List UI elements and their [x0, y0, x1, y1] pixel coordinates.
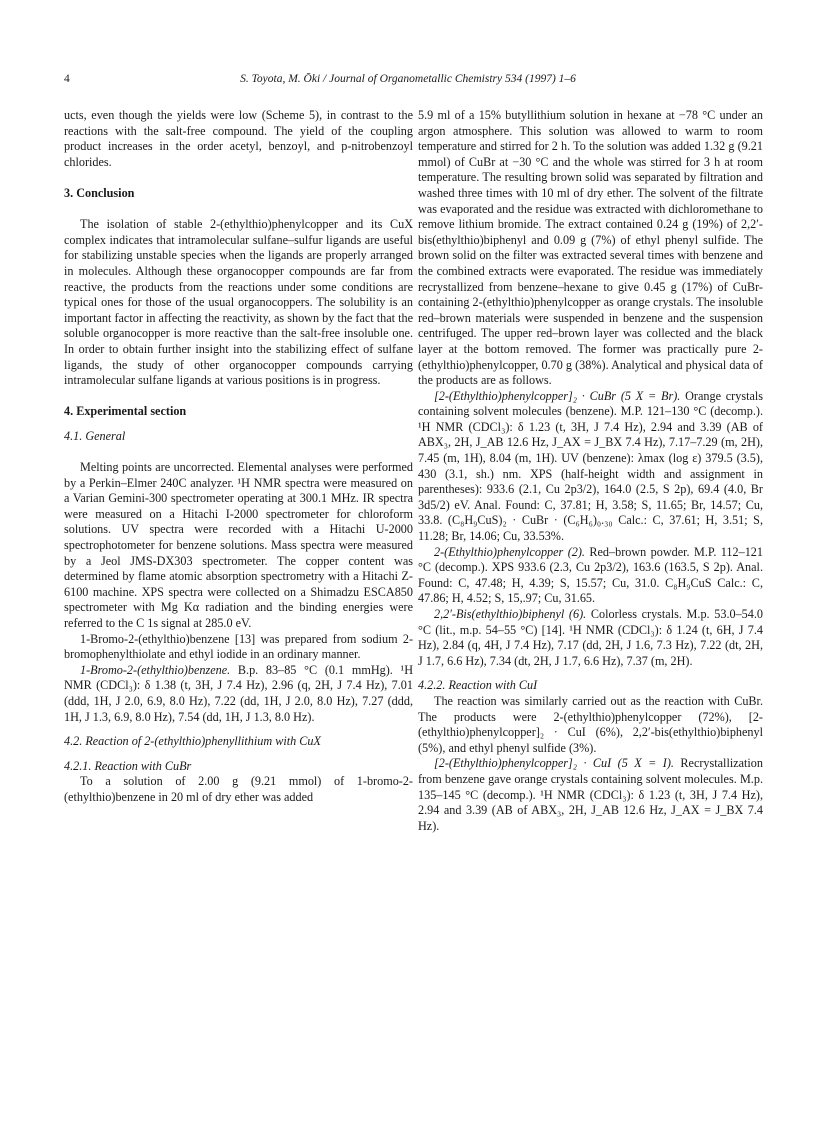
left-column: [64, 108, 413, 806]
experimental-heading: 4. Experimental section: [64, 404, 187, 419]
conclusion-heading: 3. Conclusion: [64, 185, 135, 200]
page-number: 4: [64, 73, 70, 85]
page-header: [0, 73, 816, 91]
compound-5i-paragraph: [418, 756, 763, 834]
general-heading: 4.1. General: [64, 428, 126, 443]
running-title: S. Toyota, M. Ōki / Journal of Organometallic Chemistry 534 (1997) 1–6: [240, 73, 576, 85]
bromo-paragraph: 1-Bromo-2-(ethylthio)benzene [13] was prepared from sodium 2-bromophenylthiolate and ethyl iodide in an ordinary manner.: [64, 631, 413, 662]
compound-5-title: [2-(Ethylthio)phenylcopper]₂ · CuBr (5 X = Br).: [434, 388, 681, 403]
compound-5-text: Orange crystals containing solvent molecules (benzene). M.P. 121–130 °C (decomp.). ¹H NMR (CDCl₃): δ 1.23 (t, 3H, J 7.4 Hz), 2.94 and 3.39 (AB of ABX₃, 2H, J_AB 12.6 Hz, J_AX = J_BX 7.4 Hz), 7.17–7.29 (m, 2H), 7.45 (m, 1H), 8.04 (m, 1H). UV (benzene): λmax (log ε) 379.5 (3.5), 430 (3.1, sh.) nm. XPS (half-height width and assignment in parentheses): 933.6 (2.1, Cu 2p3/2), 164.0 (2.5, S 2p), 69.4 (4.0, Br 3d5/2) eV. Anal. Found: C, 37.81; H, 3.58; S, 11.65; Br, 14.57; Cu, 33.8. (C₈H₉CuS)₂ · CuBr · (C₆H₆)₀.₃₀ Calc.: C, 37.61; H, 3.51; S, 11.28; Br, 14.06; Cu, 33.53%.: [418, 388, 763, 544]
bromo-compound-title: 1-Bromo-2-(ethylthio)benzene.: [80, 662, 231, 677]
bromo-data-text: B.p. 83–85 °C (0.1 mmHg). ¹H NMR (CDCl₃): δ 1.38 (t, 3H, J 7.4 Hz), 2.96 (q, 2H, J 7.4 Hz), 7.01 (ddd, 1H, J 2.0, 6.9, 8.0 Hz), 7.22 (dd, 1H, J 2.0, 8.0 Hz), 7.27 (ddd, 1H, J 1.3, 6.9, 8.0 Hz), 7.54 (dd, 1H, J 1.3, 8.0 Hz).: [64, 662, 414, 724]
compound-6-paragraph: [418, 607, 763, 669]
compound-2-paragraph: [418, 545, 763, 607]
compound-6-text: Colorless crystals. M.p. 53.0–54.0 °C (lit., m.p. 54–55 °C) [14]. ¹H NMR (CDCl₃): δ 1.24 (t, 6H, J 7.4 Hz), 2.84 (q, 4H, J 7.4 Hz), 7.17 (dd, 2H, J 1.6, 7.3 Hz), 7.22 (dt, 2H, J 1.7, 6.6 Hz), 7.34 (dt, 2H, J 1.7, 6.6 Hz), 7.37 (m, 2H).: [418, 607, 764, 668]
compound-5i-title: [2-(Ethylthio)phenylcopper]₂ · CuI (5 X = I).: [434, 756, 674, 771]
compound-2-text: Red–brown powder. M.P. 112–121 °C (decomp.). XPS 933.6 (2.3, Cu 2p3/2), 163.6 (163.5, S 2p). Anal. Found: C, 47.48; H, 4.39; S, 15.57; Cu, 31.0. C₈H₉CuS Calc.: C, 47.86; H, 4.52; S, 15,.97; Cu, 31.65.: [418, 544, 763, 606]
intro-paragraph: ucts, even though the yields were low (Scheme 5), in contrast to the reactions with the salt-free compound. The yield of the coupling product increases in the order acetyl, benzoyl, and p-nitrobenzoyl chlorides.: [64, 108, 413, 169]
conclusion-paragraph: The isolation of stable 2-(ethylthio)phenylcopper and its CuX complex indicates that intramolecular sulfane–sulfur ligands are useful for stabilizing unstable species when the ligands are properly arranged in molecules. Although these organocopper compounds are far from reactive, the products from the reactions under some conditions are typical ones for those of the usual organocoppers. The solubility is an important factor in affecting the reactivity, as shown by the fact that the soluble organocopper is more reactive than the salt-free insoluble one. In order to obtain further insight into the stabilizing effect of sulfane ligands, the study of other organocopper compounds carrying intramolecular sulfane ligands at various positions is in progress.: [64, 217, 413, 388]
procedure-paragraph: 5.9 ml of a 15% butyllithium solution in hexane at −78 °C under an argon atmosphere. This solution was allowed to warm to room temperature and stirred for 2 h. To the solution was added 1.32 g (9.21 mmol) of CuBr at −30 °C and the whole was stirred for 3 h at room temperature. The resulting brown solid was separated by filtration and washed three times with 10 ml of dry ether. The solvent of the filtrate was evaporated and the residue was extracted with dichloromethane to remove lithium bromide. The extract contained 0.24 g (19%) of 2,2′-bis(ethylthio)biphenyl and 0.09 g (7%) of ethyl phenyl sulfide. The brown solid on the filter was extracted several times with benzene and the combined extracts were evaporated. The residue was immediately recrystallized from benzene–hexane to give 0.45 g (17%) of CuBr-containing 2-(ethylthio)phenylcopper as orange crystals. The insoluble red–brown materials were suspended in benzene and the suspension centrifuged. The upper red–brown layer was collected and the black layer at the bottom removed. The former was practically pure 2-(ethylthio)phenylcopper, 0.70 g (38%). Analytical and physical data of the products are as follows.: [418, 108, 763, 388]
compound-5i-text: Recrystallization from benzene gave orange crystals containing solvent molecules. M.p. 135–145 °C (decomp.). ¹H NMR (CDCl₃): δ 1.23 (t, 3H, J 7.4 Hz), 2.94 and 3.39 (AB of ABX₃, 2H, J_AB 12.6 Hz, J_AX = J_BX 7.4 Hz).: [418, 756, 763, 833]
reaction-heading: 4.2. Reaction of 2-(ethylthio)phenyllithium with CuX: [64, 734, 321, 749]
cui-heading: 4.2.2. Reaction with CuI: [418, 678, 538, 693]
cubr-paragraph: To a solution of 2.00 g (9.21 mmol) of 1-bromo-2-(ethylthio)benzene in 20 ml of dry ether was added: [64, 774, 413, 804]
right-column: [418, 108, 763, 834]
compound-2-title: 2-(Ethylthio)phenylcopper (2).: [434, 544, 585, 559]
cui-paragraph: The reaction was similarly carried out as the reaction with CuBr. The products were 2-(ethylthio)phenylcopper (72%), [2-(ethylthio)phenylcopper]₂ · CuI (6%), 2,2′-bis(ethylthio)biphenyl (5%), and ethyl phenyl sulfide (3%).: [418, 693, 763, 755]
cubr-heading: 4.2.1. Reaction with CuBr: [64, 758, 192, 773]
general-paragraph: Melting points are uncorrected. Elemental analyses were performed by a Perkin–Elmer 240C analyzer. ¹H NMR spectra were measured on a Varian Gemini-300 spectrometer operating at 300.1 MHz. IR spectra were measured on a Hitachi I-2000 spectrometer for chloroform solutions. UV spectra were recorded with a Hitachi U-2000 spectrophotometer for benzene solutions. Mass spectra were measured by a Jeol JMS-DX303 spectrometer. The copper content was determined by flame atomic absorption spectrometry with a Hitachi Z-6100 machine. XPS spectra were collected on a Shimadzu ESCA850 spectrometer with Mg Kα radiation and the binding energies were referred to the C 1s signal at 285.0 eV.: [64, 460, 413, 630]
compound-6-title: 2,2′-Bis(ethylthio)biphenyl (6).: [434, 607, 587, 621]
bromo-data-paragraph: [64, 663, 413, 725]
compound-5-paragraph: [418, 389, 763, 545]
